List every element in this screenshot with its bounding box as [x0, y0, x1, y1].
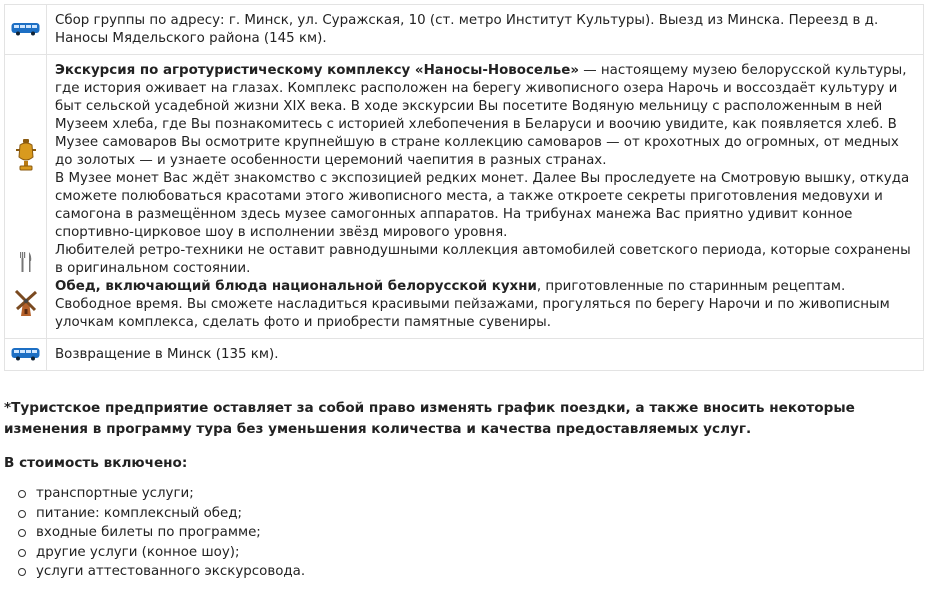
- list-item-text: питание: комплексный обед;: [36, 505, 243, 521]
- lunch-description: , приготовленные по старинным рецептам.: [536, 279, 846, 294]
- bullet-icon: [18, 510, 26, 518]
- list-item: [18, 523, 924, 543]
- disclaimer-text: *Туристское предприятие оставляет за собой право изменять график поездки, а также вносить некоторые изменения в программу тура без уменьшения количества и качества предоставляемых услуг.: [4, 400, 855, 437]
- list-item: [18, 484, 924, 504]
- list-item: [18, 562, 924, 582]
- list-item: [18, 504, 924, 524]
- cutlery-icon-box: [18, 241, 34, 283]
- icon-cell: [5, 5, 47, 55]
- bullet-icon: [18, 568, 26, 576]
- icon-stack: [5, 71, 46, 323]
- cutlery-icon: [18, 252, 34, 272]
- program-row-return: [5, 339, 924, 371]
- included-title: В стоимость включено:: [4, 455, 188, 471]
- bus-icon: [11, 22, 41, 36]
- free-time-paragraph: Свободное время. Вы сможете насладиться красивыми пейзажами, прогуляться по берегу Нарочи и по живописным улочкам комплекса, сделать фото и приобрести памятные сувениры.: [55, 297, 890, 330]
- icon-cell: [5, 55, 47, 339]
- bullet-icon: [18, 490, 26, 498]
- program-row-excursion: [5, 55, 924, 339]
- retro-cars-paragraph: Любителей ретро-техники не оставит равнодушными коллекция автомобилей советского периода, которые сохранены в оригинальном состоянии.: [55, 243, 911, 276]
- bullet-icon: [18, 549, 26, 557]
- excursion-cell: [47, 55, 924, 339]
- bus-icon: [11, 347, 41, 361]
- samovar-icon-box: [15, 71, 37, 241]
- list-item: [18, 543, 924, 563]
- windmill-icon-box: [14, 283, 38, 323]
- coins-museum-paragraph: В Музее монет Вас ждёт знакомство с экспозицией редких монет. Далее Вы проследуете на Смотровую вышку, откуда сможете полюбоваться красотами этого живописного места, а также откроете секреты приготовления медовухи и самогона в размещённом здесь музее самогонных аппаратов. На трибунах манежа Вас приятно удивит конное спортивно-цирковое шоу в исполнении звёзд мирового уровня.: [55, 171, 910, 240]
- bullet-icon: [18, 529, 26, 537]
- list-item-text: транспортные услуги;: [36, 486, 194, 501]
- icon-cell: [5, 339, 47, 371]
- return-text: Возвращение в Минск (135 км).: [47, 339, 924, 371]
- lunch-paragraph: [55, 278, 915, 296]
- list-item-text: услуги аттестованного экскурсовода.: [36, 564, 306, 579]
- list-item-text: другие услуги (конное шоу);: [36, 544, 240, 560]
- program-row-departure: [5, 5, 924, 55]
- included-list: [18, 484, 924, 582]
- notes-section: [4, 398, 924, 582]
- program-table: [4, 4, 924, 371]
- samovar-icon: [15, 139, 37, 173]
- departure-text: Сбор группы по адресу: г. Минск, ул. Суражская, 10 (ст. метро Институт Культуры). Выезд из Минска. Переезд в д. Наносы Мядельского района (145 км).: [47, 5, 924, 55]
- lunch-title: Обед, включающий блюда национальной белорусской кухни: [55, 279, 537, 294]
- excursion-title: Экскурсия по агротуристическому комплексу «Наносы-Новоселье»: [55, 63, 579, 78]
- excursion-paragraph: [55, 62, 915, 170]
- windmill-icon: [14, 290, 38, 316]
- list-item-text: входные билеты по программе;: [36, 525, 261, 540]
- excursion-description: — настоящему музею белорусской культуры, где история оживает на глазах. Комплекс расположен на берегу живописного озера Нарочь и воссоздаёт культуру и быт сельской усадебной жизни XIX века. В ходе экскурсии Вы посетите Водяную мельницу с расположенным в ней Музеем хлеба, где Вы познакомитесь с историей хлебопечения в Беларуси и воочию увидите, как появляется хлеб. В Музее самоваров Вы осмотрите крупнейшую в стране коллекцию самоваров — от крохотных до огромных, от медных до золотых — и узнаете особенности церемоний чаепития в разных странах.: [55, 63, 907, 168]
